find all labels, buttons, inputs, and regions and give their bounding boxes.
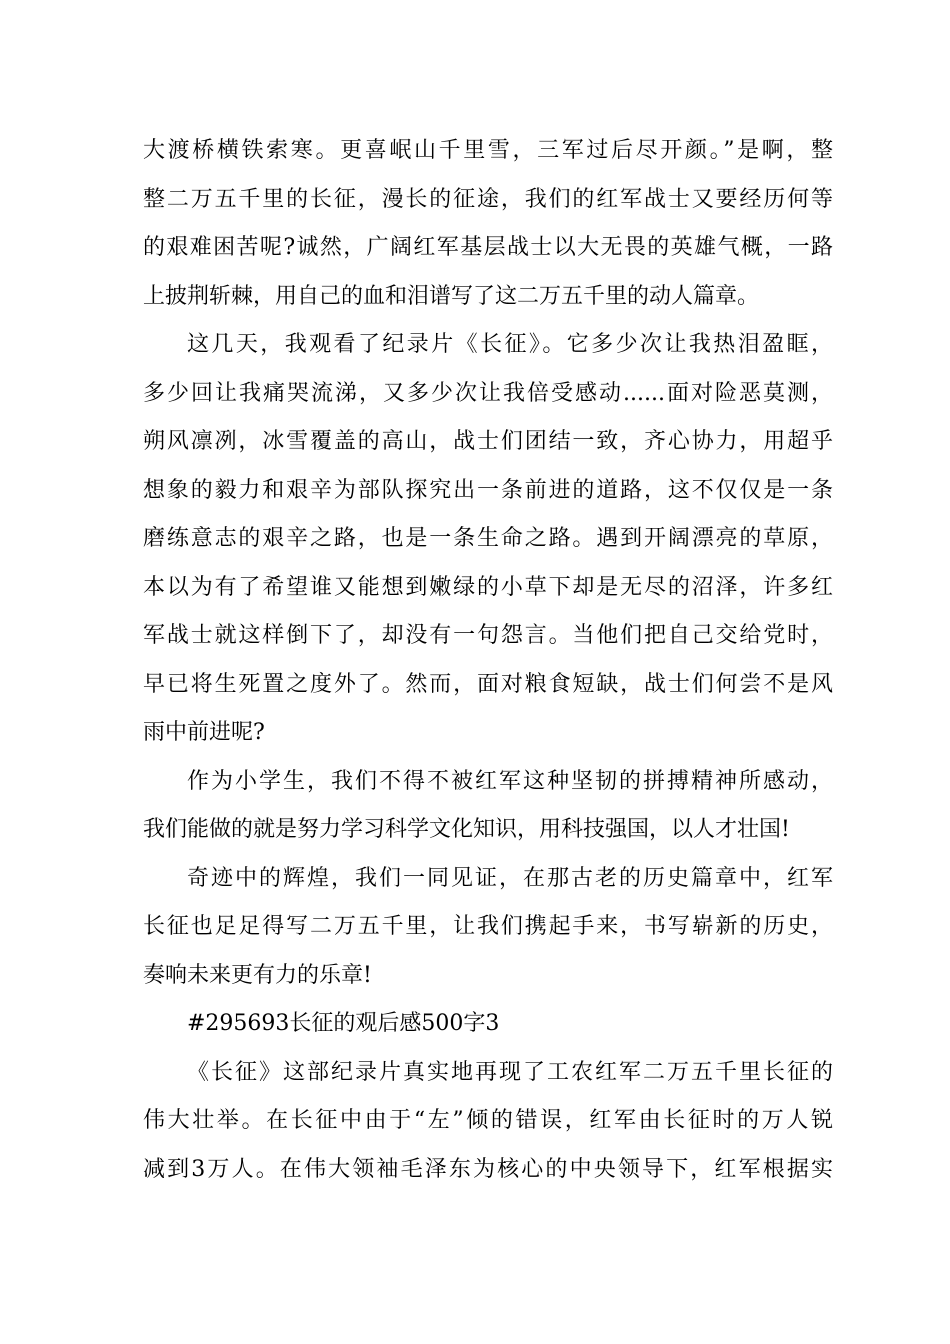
text-line: 雨中前进呢?: [143, 720, 265, 745]
text-line: 磨练意志的艰辛之路，也是一条生命之路。遇到开阔漂亮的草原，: [143, 526, 833, 551]
text-line: 大渡桥横铁索寒。更喜岷山千里雪，三军过后尽开颜。”是啊，整: [143, 138, 833, 163]
text-line: 我们能做的就是努力学习科学文化知识，用科技强国，以人才壮国!: [143, 817, 790, 842]
text-line: 想象的毅力和艰辛为部队探究出一条前进的道路，这不仅仅是一条: [143, 477, 833, 503]
text-line: 《长征》这部纪录片真实地再现了工农红军二万五千里长征的: [187, 1059, 833, 1085]
text-line: 这几天，我观看了纪录片《长征》。它多少次让我热泪盈眶，: [187, 332, 833, 357]
document-body: [143, 127, 833, 1194]
text-line: 多少回让我痛哭流涕，又多少次让我倍受感动......面对险恶莫测，: [143, 380, 833, 406]
text-line: 整二万五千里的长征，漫长的征途，我们的红军战士又要经历何等: [143, 186, 833, 212]
text-line: 伟大壮举。在长征中由于“左”倾的错误，红军由长征时的万人锐: [143, 1108, 833, 1133]
text-line: 上披荆斩棘，用自己的血和泪谱写了这二万五千里的动人篇章。: [143, 283, 760, 309]
text-line: 长征也足足得写二万五千里，让我们携起手来，书写崭新的历史，: [143, 914, 833, 939]
text-line: 早已将生死置之度外了。然而，面对粮食短缺，战士们何尝不是风: [143, 671, 833, 697]
text-line: 作为小学生，我们不得不被红军这种坚韧的拼搏精神所感动，: [187, 768, 833, 794]
text-line: 朔风凛冽，冰雪覆盖的高山，战士们团结一致，齐心协力，用超乎: [143, 429, 833, 454]
text-line: 奇迹中的辉煌，我们一同见证，在那古老的历史篇章中，红军: [187, 865, 833, 891]
text-line: 的艰难困苦呢?诚然，广阔红军基层战士以大无畏的英雄气概，一路: [143, 235, 833, 260]
text-line: 奏响未来更有力的乐章!: [143, 962, 372, 988]
text-line: 减到3万人。在伟大领袖毛泽东为核心的中央领导下，红军根据实: [143, 1156, 833, 1182]
text-line: 本以为有了希望谁又能想到嫩绿的小草下却是无尽的沼泽，许多红: [143, 574, 833, 600]
section-heading: #295693长征的观后感500字3: [187, 1011, 500, 1036]
text-line: 军战士就这样倒下了，却没有一句怨言。当他们把自己交给党时，: [143, 623, 833, 648]
